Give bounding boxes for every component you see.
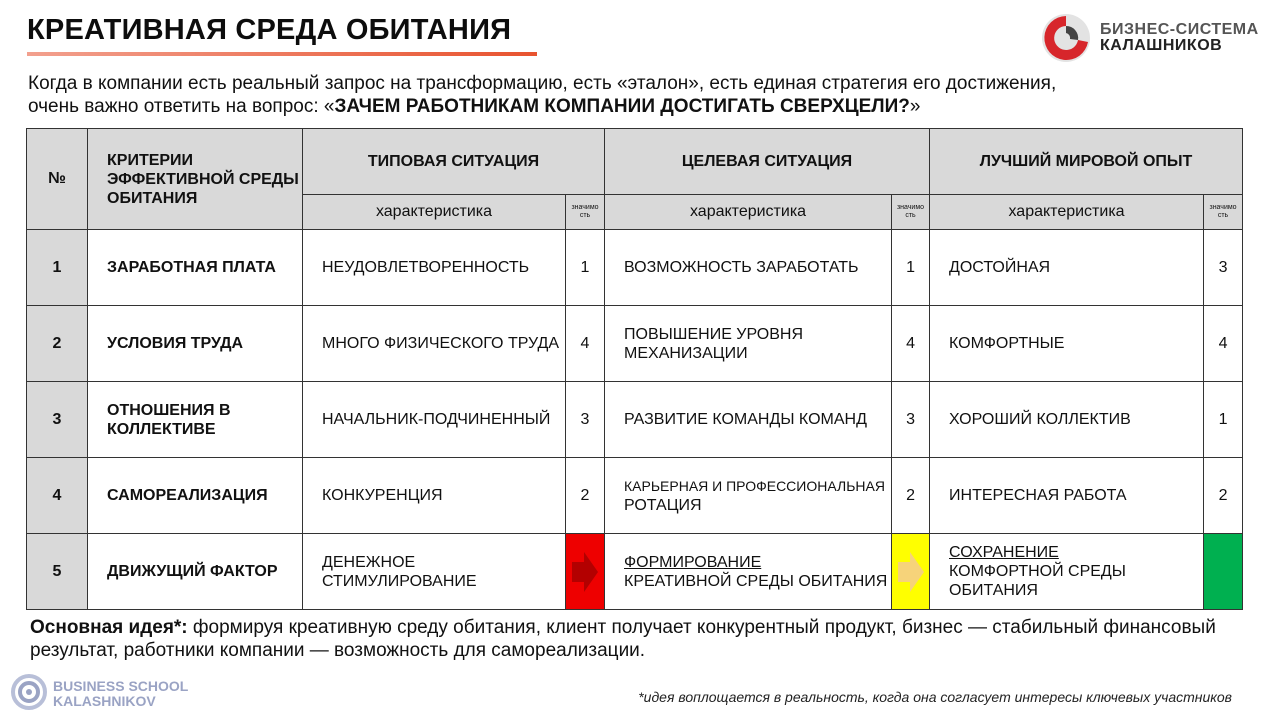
target-characteristic: ПОВЫШЕНИЕ УРОВНЯ МЕХАНИЗАЦИИ bbox=[605, 306, 892, 382]
typical-significance: 4 bbox=[566, 306, 605, 382]
target-characteristic bbox=[605, 458, 892, 534]
main-idea-text: формируя креативную среду обитания, клиент получает конкурентный продукт, бизнес — стабильный финансовый результат, работники компании — возможность для самореализации. bbox=[30, 617, 1216, 661]
criterion-name: ЗАРАБОТНАЯ ПЛАТА bbox=[88, 230, 303, 306]
footnote: *идея воплощается в реальность, когда она согласует интересы ключевых участников bbox=[638, 689, 1232, 705]
best-significance: 2 bbox=[1204, 458, 1243, 534]
typical-significance: 2 bbox=[566, 458, 605, 534]
subheader-significance: значимо сть bbox=[566, 195, 605, 230]
best-status-cell bbox=[1204, 534, 1243, 610]
main-idea-label: Основная идея*: bbox=[30, 617, 188, 638]
main-idea bbox=[30, 616, 1245, 662]
best-significance: 4 bbox=[1204, 306, 1243, 382]
intro-line-2 bbox=[28, 95, 1228, 118]
target-significance: 4 bbox=[892, 306, 930, 382]
intro-line-1: Когда в компании есть реальный запрос на трансформацию, есть «эталон», есть единая стратегия его достижения, bbox=[28, 73, 1057, 94]
target-characteristic: РАЗВИТИЕ КОМАНДЫ КОМАНД bbox=[605, 382, 892, 458]
best-underlined: СОХРАНЕНИЕ bbox=[949, 544, 1059, 561]
target-line-2: РОТАЦИЯ bbox=[624, 496, 702, 514]
arrow-right-icon bbox=[898, 552, 924, 592]
target-line-1: КАРЬЕРНАЯ И ПРОФЕССИОНАЛЬНАЯ bbox=[624, 477, 885, 494]
arrow-right-icon bbox=[572, 552, 598, 592]
row-number: 1 bbox=[27, 230, 88, 306]
intro-text bbox=[28, 72, 1228, 118]
typical-characteristic: КОНКУРЕНЦИЯ bbox=[303, 458, 566, 534]
intro-line-2-suffix: » bbox=[909, 96, 921, 117]
criterion-name: ОТНОШЕНИЯ В КОЛЛЕКТИВЕ bbox=[88, 382, 303, 458]
target-underlined: ФОРМИРОВАНИЕ bbox=[624, 553, 762, 571]
row-number: 3 bbox=[27, 382, 88, 458]
criterion-name: САМОРЕАЛИЗАЦИЯ bbox=[88, 458, 303, 534]
header-best: ЛУЧШИЙ МИРОВОЙ ОПЫТ bbox=[930, 129, 1243, 195]
table-row bbox=[27, 306, 1243, 382]
criterion-name: УСЛОВИЯ ТРУДА bbox=[88, 306, 303, 382]
target-significance: 3 bbox=[892, 382, 930, 458]
logo-text-line1: БИЗНЕС-СИСТЕМА bbox=[1100, 21, 1259, 38]
logo-icon bbox=[1040, 12, 1092, 64]
footer-logo bbox=[11, 674, 211, 714]
target-significance: 1 bbox=[892, 230, 930, 306]
typical-status-cell bbox=[566, 534, 605, 610]
school-logo-icon bbox=[11, 674, 47, 710]
target-characteristic: ВОЗМОЖНОСТЬ ЗАРАБОТАТЬ bbox=[605, 230, 892, 306]
company-logo bbox=[1040, 12, 1280, 64]
table-row bbox=[27, 382, 1243, 458]
criterion-name: ДВИЖУЩИЙ ФАКТОР bbox=[88, 534, 303, 610]
best-rest: КОМФОРТНОЙ СРЕДЫ ОБИТАНИЯ bbox=[949, 563, 1126, 599]
logo-text-line2: КАЛАШНИКОВ bbox=[1100, 37, 1223, 54]
best-characteristic: ДОСТОЙНАЯ bbox=[930, 230, 1204, 306]
footer-logo-line1: BUSINESS SCHOOL bbox=[53, 678, 189, 694]
subheader-characteristic: характеристика bbox=[303, 195, 566, 230]
typical-significance: 3 bbox=[566, 382, 605, 458]
subheader-characteristic: характеристика bbox=[930, 195, 1204, 230]
table-row bbox=[27, 458, 1243, 534]
typical-characteristic: НЕУДОВЛЕТВОРЕННОСТЬ bbox=[303, 230, 566, 306]
row-number: 2 bbox=[27, 306, 88, 382]
best-characteristic: ХОРОШИЙ КОЛЛЕКТИВ bbox=[930, 382, 1204, 458]
table-header-row bbox=[27, 129, 1243, 195]
target-status-cell bbox=[892, 534, 930, 610]
best-significance: 1 bbox=[1204, 382, 1243, 458]
subheader-significance: значимо сть bbox=[892, 195, 930, 230]
footer-logo-line2: KALASHNIKOV bbox=[53, 693, 156, 709]
typical-characteristic: ДЕНЕЖНОЕ СТИМУЛИРОВАНИЕ bbox=[303, 534, 566, 610]
intro-question: ЗАЧЕМ РАБОТНИКАМ КОМПАНИИ ДОСТИГАТЬ СВЕРХЦЕЛИ? bbox=[334, 96, 910, 117]
subheader-significance: значимо сть bbox=[1204, 195, 1243, 230]
table-row bbox=[27, 230, 1243, 306]
header-num: № bbox=[27, 129, 88, 230]
header-typical: ТИПОВАЯ СИТУАЦИЯ bbox=[303, 129, 605, 195]
row-number: 4 bbox=[27, 458, 88, 534]
table-row bbox=[27, 534, 1243, 610]
intro-line-2-prefix: очень важно ответить на вопрос: « bbox=[28, 96, 335, 117]
page-title: КРЕАТИВНАЯ СРЕДА ОБИТАНИЯ bbox=[27, 14, 512, 46]
best-characteristic: ИНТЕРЕСНАЯ РАБОТА bbox=[930, 458, 1204, 534]
best-characteristic bbox=[930, 534, 1204, 610]
typical-characteristic: МНОГО ФИЗИЧЕСКОГО ТРУДА bbox=[303, 306, 566, 382]
best-significance: 3 bbox=[1204, 230, 1243, 306]
subheader-characteristic: характеристика bbox=[605, 195, 892, 230]
target-significance: 2 bbox=[892, 458, 930, 534]
header-target: ЦЕЛЕВАЯ СИТУАЦИЯ bbox=[605, 129, 930, 195]
row-number: 5 bbox=[27, 534, 88, 610]
best-characteristic: КОМФОРТНЫЕ bbox=[930, 306, 1204, 382]
title-underline bbox=[27, 52, 537, 56]
target-characteristic bbox=[605, 534, 892, 610]
header-criteria: КРИТЕРИИ ЭФФЕКТИВНОЙ СРЕДЫ ОБИТАНИЯ bbox=[88, 129, 303, 230]
typical-significance: 1 bbox=[566, 230, 605, 306]
target-rest: КРЕАТИВНОЙ СРЕДЫ ОБИТАНИЯ bbox=[624, 572, 888, 590]
typical-characteristic: НАЧАЛЬНИК-ПОДЧИНЕННЫЙ bbox=[303, 382, 566, 458]
criteria-table bbox=[26, 128, 1243, 610]
